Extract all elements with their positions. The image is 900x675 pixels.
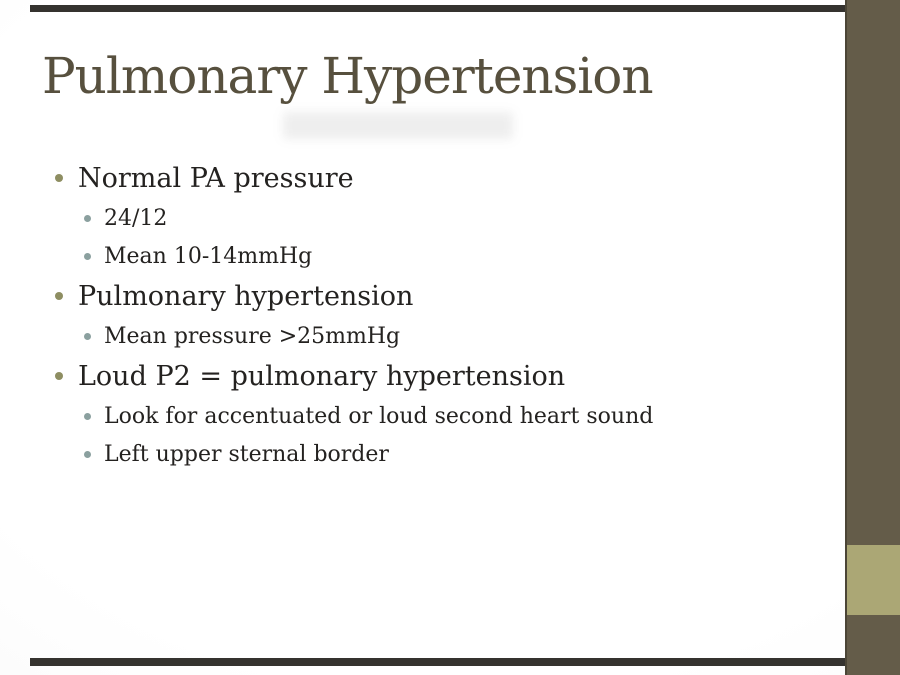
bullet-dot-icon	[84, 413, 91, 420]
bullet-dot-icon	[84, 451, 91, 458]
side-band-accent-segment	[847, 545, 900, 615]
bullet-text: Mean pressure >25mmHg	[104, 323, 401, 349]
bullet-dot-icon	[84, 253, 91, 260]
bullet-item	[43, 275, 813, 317]
bullet-item	[43, 237, 813, 275]
bullet-dot-icon	[55, 372, 63, 380]
side-band	[845, 0, 900, 675]
bullet-text: Loud P2 = pulmonary hypertension	[78, 360, 566, 392]
bullet-text: Pulmonary hypertension	[78, 280, 414, 312]
bullet-text: Normal PA pressure	[78, 162, 354, 194]
bullet-item	[43, 157, 813, 199]
bullet-text: Left upper sternal border	[104, 441, 389, 467]
bullet-text: 24/12	[104, 205, 168, 231]
bullet-dot-icon	[55, 292, 63, 300]
bullet-dot-icon	[55, 174, 63, 182]
bullet-item	[43, 435, 813, 473]
bullet-list	[43, 157, 813, 473]
bullet-item	[43, 317, 813, 355]
bullet-item	[43, 199, 813, 237]
bullet-text: Look for accentuated or loud second heart sound	[104, 403, 654, 429]
bullet-dot-icon	[84, 333, 91, 340]
letterbox-bar-bottom	[30, 658, 845, 666]
bullet-item	[43, 355, 813, 397]
slide-title: Pulmonary Hypertension	[42, 47, 653, 105]
bullet-text: Mean 10-14mmHg	[104, 243, 313, 269]
bullet-item	[43, 397, 813, 435]
letterbox-bar-top	[30, 5, 845, 12]
title-shadow-artifact	[283, 112, 513, 139]
bullet-dot-icon	[84, 215, 91, 222]
